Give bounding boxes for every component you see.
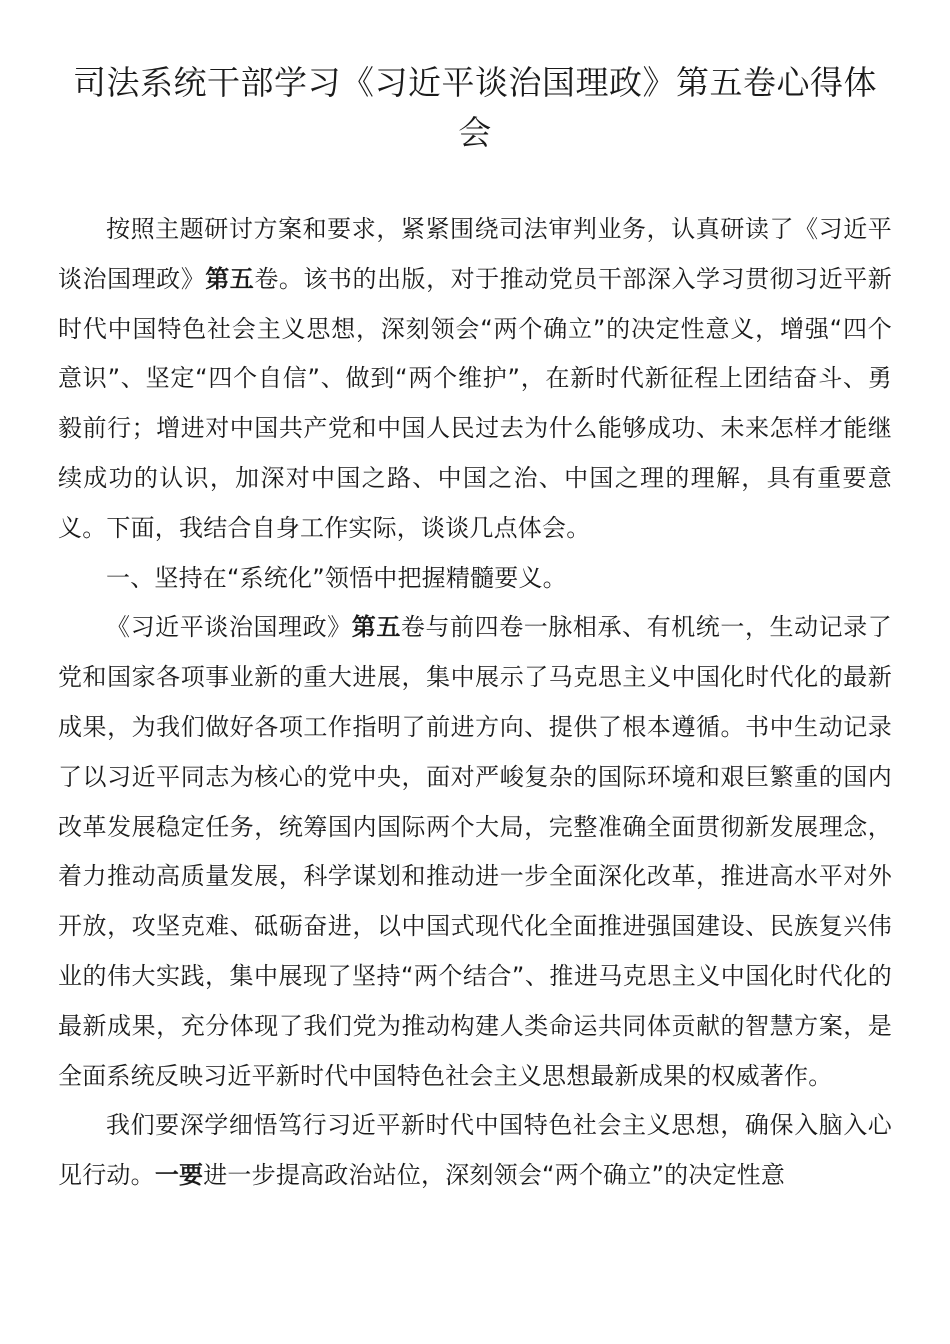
- paragraph-intro-bold: 第五: [205, 264, 255, 293]
- document-title: 司法系统干部学习《习近平谈治国理政》第五卷心得体会: [73, 63, 877, 152]
- paragraph-intro: [58, 205, 892, 554]
- paragraph-study-bold: 一要: [154, 1161, 204, 1190]
- document-page: [58, 58, 892, 1201]
- paragraph-section-1-bold: 第五: [351, 613, 401, 642]
- paragraph-study-text-1: 我们要深学细悟笃行习近平新时代中国特色社会主义思想，确保入脑入心见行动。: [58, 1111, 892, 1190]
- section-heading-1: 一、坚持在“系统化”领悟中把握精髓要义。: [106, 563, 567, 592]
- paragraph-intro-text-2: 卷。该书的出版，对于推动党员干部深入学习贯彻习近平新时代中国特色社会主义思想，深刻领会“两个确立”的决定性意义，增强“四个意识”、坚定“四个自信”、做到“两个维护”，在新时代新征程上团结奋斗、勇毅前行；增进对中国共产党和中国人民过去为什么能够成功、未来怎样才能继续成功的认识，加深对中国之路、中国之治、中国之理的理解，具有重要意义。下面，我结合自身工作实际，谈谈几点体会。: [58, 264, 892, 542]
- paragraph-section-1-text-2: 卷与前四卷一脉相承、有机统一，生动记录了党和国家各项事业新的重大进展，集中展示了马克思主义中国化时代化的最新成果，为我们做好各项工作指明了前进方向、提供了根本遵循。书中生动记录了以习近平同志为核心的党中央，面对严峻复杂的国际环境和艰巨繁重的国内改革发展稳定任务，统筹国内国际两个大局，完整准确全面贯彻新发展理念，着力推动高质量发展，科学谋划和推动进一步全面深化改革，推进高水平对外开放，攻坚克难、砥砺奋进，以中国式现代化全面推进强国建设、民族复兴伟业的伟大实践，集中展现了坚持“两个结合”、推进马克思主义中国化时代化的最新成果，充分体现了我们党为推动构建人类命运共同体贡献的智慧方案，是全面系统反映习近平新时代中国特色社会主义思想最新成果的权威著作。: [58, 613, 893, 1090]
- paragraph-section-1: [58, 603, 892, 1101]
- paragraph-study-text-2: 进一步提高政治站位，深刻领会“两个确立”的决定性意: [203, 1161, 786, 1190]
- paragraph-study: [58, 1101, 892, 1201]
- paragraph-intro-text-1: 按照主题研讨方案和要求，紧紧围绕司法审判业务，认真研读了《习近平谈治国理政》: [58, 215, 892, 293]
- paragraph-section-1-text-1: 《习近平谈治国理政》: [106, 613, 352, 642]
